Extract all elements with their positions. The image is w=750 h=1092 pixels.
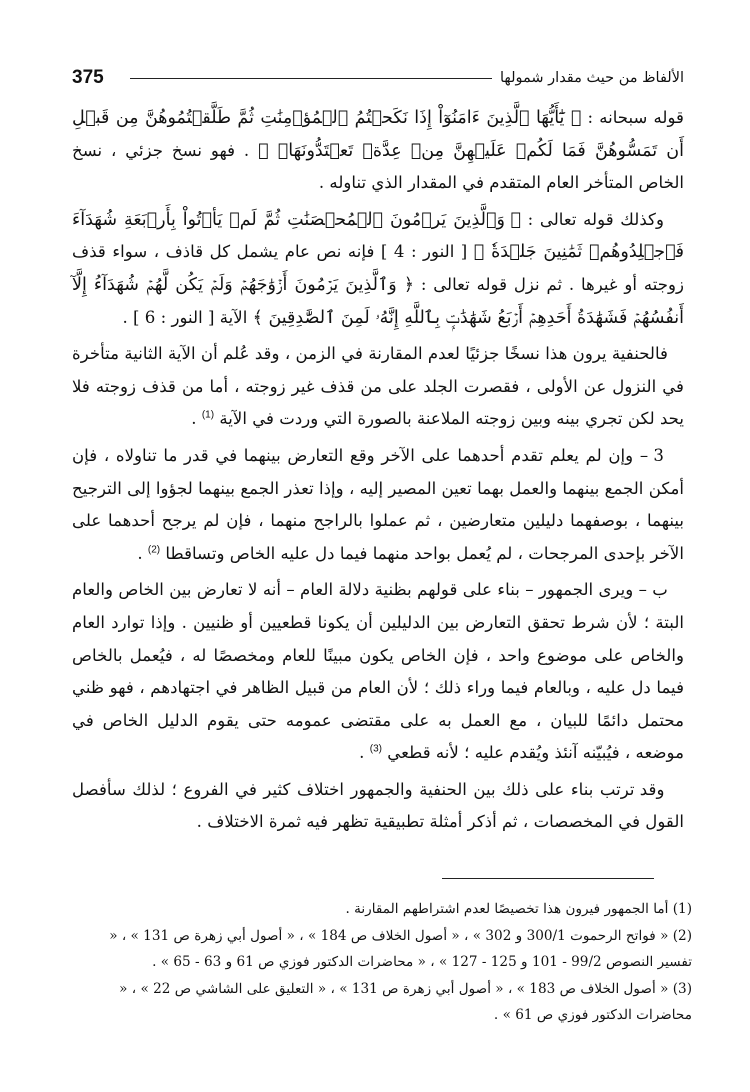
- paragraph: [72, 338, 684, 436]
- paragraph-text: .: [191, 409, 202, 429]
- page-number: 375: [72, 67, 104, 88]
- footnote-ref[interactable]: (2): [147, 544, 161, 556]
- paragraph: [72, 102, 684, 200]
- running-title: الألفاظ من حيث مقدار شمولها: [500, 70, 684, 86]
- quran-quote: ﴿ وَٱلَّذِينَ يَرۡمُونَ ٱلۡمُحۡصَنَٰتِ ثُمَّ لَمۡ يَأۡتُواْ بِأَرۡبَعَةِ شُهَدَآءَ فَٱجۡلِدُوهُمۡ ثَمَٰنِينَ جَلۡدَةٗ ﴾: [72, 209, 684, 263]
- paragraph-text: 3 – وإن لم يعلم تقدم أحدهما على الآخر وقع التعارض بينهما في قدر ما تناولاه ، فإن أمكن الجمع بينهما والعمل بهما تعين المصير إليه ، وإذا تعذر الجمع بينهما لجؤوا إلى الترجيح بينهما ، بوصفهما دليلين متعارضين ، ثم عملوا بالراجح منهما ، فإن لم يرجح أحدهما على الآخر بإحدى المرجحات ، لم يُعمل بواحد منهما فيما دل عليه الخاص وتساقطا: [72, 445, 684, 563]
- paragraph-text: .: [359, 743, 370, 763]
- paragraph-text: .: [137, 543, 148, 563]
- paragraph: [72, 574, 684, 770]
- quran-quote: ﴿ يَٰٓأَيُّهَا ٱلَّذِينَ ءَامَنُوٓاْ إِذَا نَكَحۡتُمُ ٱلۡمُؤۡمِنَٰتِ ثُمَّ طَلَّقۡتُمُوهُنَّ مِن قَبۡلِ أَن تَمَسُّوهُنَّ فَمَا لَكُمۡ عَلَيۡهِنَّ مِنۡ عِدَّةٖ تَعۡتَدُّونَهَاۖ ﴾: [72, 108, 684, 161]
- footnote: (2) « فواتح الرحموت 300/1 و 302 » ، « أصول الخلاف ص 184 » ، « أصول أبي زهرة ص 131 » ، « تفسير النصوص 99/2 - 101 و 125 - 127 » ، « محاضرات الدكتور فوزي ص 61 و 63 - 65 » .: [109, 927, 692, 970]
- paragraph-text: قوله سبحانه :: [581, 108, 684, 127]
- paragraph-text: فالحنفية يرون هذا نسخًا جزئيًا لعدم المقارنة في الزمن ، وقد عُلم أن الآية الثانية متأخرة في النزول عن الأولى ، فقصرت الجلد على من قذف غير زوجته ، أما من قذف زوجته فلا يحد لكن تجري بينه وبين زوجته الملاعنة بالصورة التي وردت في الآية: [72, 344, 684, 429]
- footnotes: [72, 896, 692, 1029]
- header-rule: [130, 78, 492, 79]
- paragraph-text: . فهو نسخ جزئي ، نسخ الخاص المتأخر العام المتقدم في المقدار الذي تناوله .: [72, 140, 684, 193]
- footnote: (1) أما الجمهور فيرون هذا تخصيصًا لعدم اشتراطهم المقارنة .: [345, 901, 692, 917]
- paragraph-text: وقد ترتب بناء على ذلك بين الحنفية والجمهور اختلاف كثير في الفروع ؛ لذلك سأفصل القول في المخصصات ، ثم أذكر أمثلة تطبيقية تظهر فيه ثمرة الاختلاف .: [72, 779, 684, 832]
- quran-quote: ﴿ وَٱلَّذِينَ يَرۡمُونَ أَزۡوَٰجَهُمۡ وَلَمۡ يَكُن لَّهُمۡ شُهَدَآءُ إِلَّآ أَنفُسُهُمۡ فَشَهَٰدَةُ أَحَدِهِمۡ أَرۡبَعُ شَهَٰدَٰتِۭ بِٱللَّهِ إِنَّهُۥ لَمِنَ ٱلصَّٰدِقِينَ ﴾: [72, 274, 684, 328]
- footnote-ref[interactable]: (1): [201, 409, 215, 421]
- page-header: [72, 64, 684, 92]
- paragraph-text: الآية [ النور : 6 ] .: [122, 307, 253, 327]
- paragraph-text: [ النور : 4 ] فإنه نص عام يشمل كل قاذف ، سواء قذف زوجته أو غيرها . ثم نزل قوله تعالى :: [72, 242, 685, 294]
- main-text: [72, 102, 684, 839]
- footnote-separator: [442, 878, 654, 879]
- paragraph: [72, 440, 684, 570]
- paragraph: [72, 774, 684, 839]
- footnote-ref[interactable]: (3): [369, 743, 382, 755]
- paragraph-text: ب – ويرى الجمهور – بناء على قولهم بظنية دلالة العام – أنه لا تعارض بين الخاص والعام البتة ؛ لأن شرط تحقق التعارض بين الدليلين أن يكونا قطعيين أو ظنيين . وإذا توارد العام والخاص على موضوع واحد ، فإن الخاص يكون مبينًا للعام ومخصصًا له ، فيُعمل بالخاص فيما دل عليه ، وبالعام فيما وراء ذلك ؛ لأن العام من قبيل الظاهر في اجتهادهم ، فهو ظني محتمل دائمًا للبيان ، مع العمل به على مقتضى عمومه حتى يقوم الدليل الخاص في موضعه ، فيُبيّنه آنئذ ويُقدم عليه ؛ لأنه قطعي: [72, 580, 684, 763]
- paragraph-text: وكذلك قوله تعالى :: [520, 209, 664, 229]
- paragraph: [72, 204, 684, 334]
- footnote: (3) « أصول الخلاف ص 183 » ، « أصول أبي زهرة ص 131 » ، « التعليق على الشاشي ص 22 » ، « محاضرات الدكتور فوزي ص 61 » .: [119, 980, 692, 1023]
